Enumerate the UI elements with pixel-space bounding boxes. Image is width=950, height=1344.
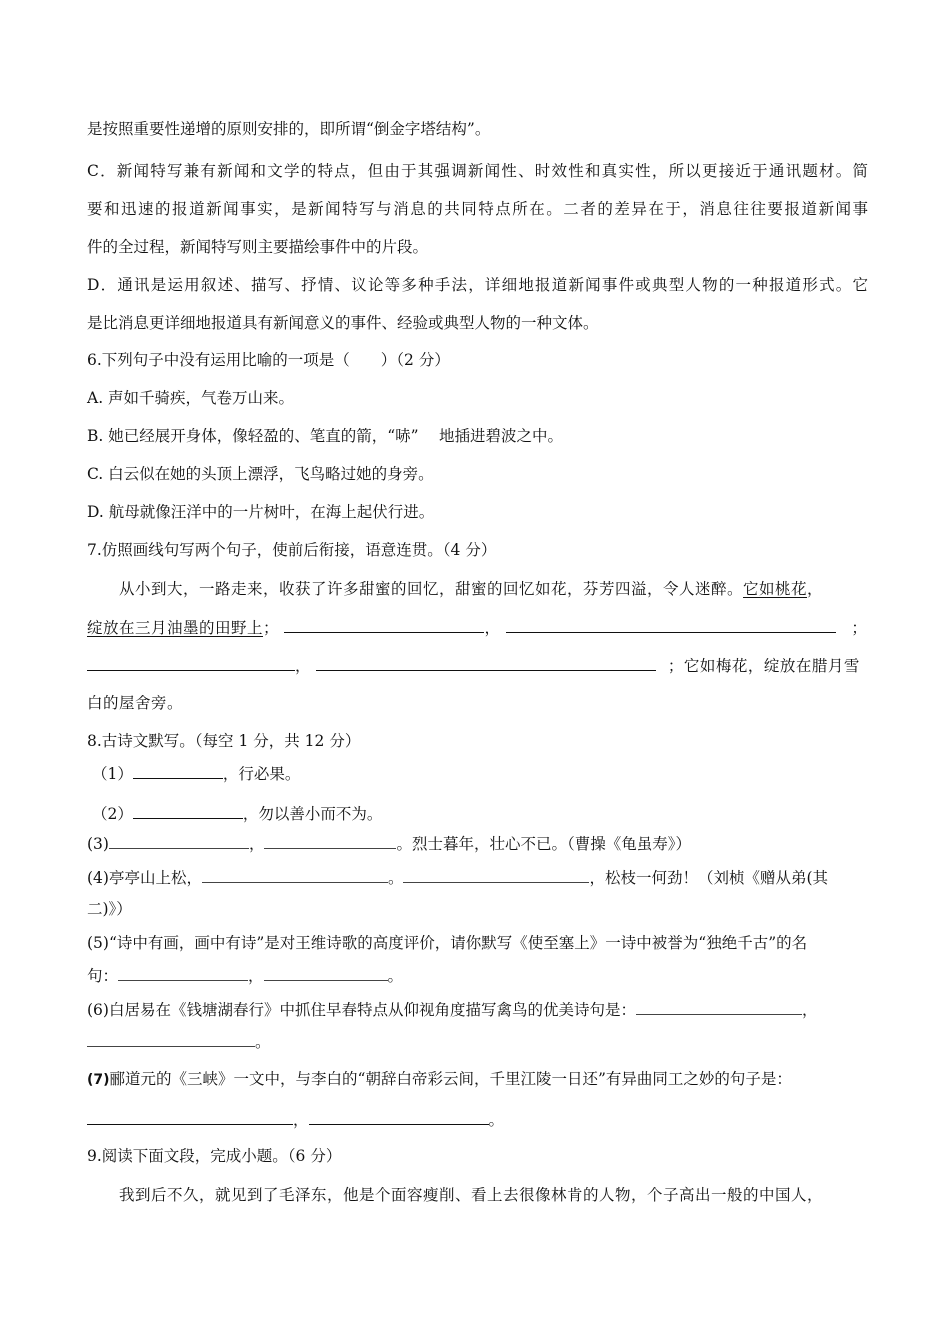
punctuation: ， — [248, 835, 265, 853]
question-8-item-5: (5)“诗中有画，画中有诗”是对王维诗歌的高度评价，请你默写《使至塞上》一诗中被誉为“独绝千古”的名 — [87, 934, 808, 952]
question-8-item-6 — [87, 998, 868, 1021]
option-c-line: 要和迅速的报道新闻事实，是新闻特写与消息的共同特点所在。二者的差异在于，消息往往要报道新闻事 — [87, 200, 868, 218]
question-9-passage: 我到后不久，就见到了毛泽东，他是个面容瘦削、看上去很像林肯的人物，个子高出一般的中国人， — [119, 1186, 824, 1204]
question-7-line-4: 白的屋舍旁。 — [87, 694, 184, 712]
answer-blank[interactable] — [87, 1108, 293, 1125]
answer-blank[interactable] — [403, 866, 589, 883]
option-d-line: D．通讯是运用叙述、描写、抒情、议论等多种手法，详细地报道新闻事件或典型人物的一种报道形式。它 — [87, 276, 868, 294]
question-8-item-2 — [92, 802, 868, 825]
question-7-underlined-phrase: 绽放在三月油墨的田野上 — [87, 619, 264, 637]
question-7-line-1 — [119, 578, 868, 600]
answer-blank[interactable] — [133, 802, 243, 819]
item-label: (4)亭亭山上松， — [87, 869, 202, 887]
item-text: ，松枝一何劲！（刘桢《赠从弟(其 — [589, 869, 829, 887]
question-8-item-4 — [87, 866, 868, 889]
question-8-item-7-answer — [87, 1108, 868, 1131]
punctuation: ， — [807, 580, 824, 598]
question-8-stem: 8.古诗文默写。（每空 1 分，共 12 分） — [87, 732, 361, 750]
question-6-option-b: B. 她已经展开身体，像轻盈的、笔直的箭，“哧” 地插进碧波之中。 — [87, 427, 564, 445]
question-9-stem: 9.阅读下面文段，完成小题。（6 分） — [87, 1147, 342, 1165]
answer-blank[interactable] — [118, 964, 248, 981]
answer-blank[interactable] — [316, 654, 656, 671]
question-7-text: ；它如梅花，绽放在腊月雪 — [667, 657, 860, 675]
punctuation: ， — [484, 619, 501, 637]
question-6-stem: 6.下列句子中没有运用比喻的一项是（ ）（2 分） — [87, 351, 450, 369]
item-text: 郦道元的《三峡》一文中，与李白的“朝辞白帝彩云间，千里江陵一日还”有异曲同工之妙的句子是： — [109, 1070, 792, 1088]
question-6-option-c: C. 白云似在她的头顶上漂浮，飞鸟略过她的身旁。 — [87, 465, 434, 483]
answer-blank[interactable] — [264, 832, 396, 849]
question-8-item-6-cont — [87, 1030, 868, 1053]
item-text: ，勿以善小而不为。 — [242, 805, 383, 823]
punctuation: ， — [801, 1001, 818, 1019]
question-8-item-7 — [87, 1068, 868, 1091]
question-8-item-4-cont: 二)》） — [87, 900, 132, 918]
punctuation: 。 — [488, 1111, 505, 1129]
item-text: (6)白居易在《钱塘湖春行》中抓住早春特点从仰视角度描写禽鸟的优美诗句是： — [87, 1001, 636, 1019]
item-label: (3) — [87, 835, 109, 853]
answer-blank[interactable] — [284, 616, 484, 633]
item-text: 。烈士暮年，壮心不已。（曹操《龟虽寿》） — [396, 835, 691, 853]
question-8-item-3 — [87, 832, 868, 855]
answer-blank[interactable] — [133, 762, 223, 779]
answer-blank[interactable] — [264, 964, 388, 981]
item-label: （1） — [92, 765, 133, 783]
paragraph-line: 是按照重要性递增的原则安排的，即所谓“倒金字塔结构”。 — [87, 120, 491, 138]
answer-blank[interactable] — [109, 832, 249, 849]
punctuation: 。 — [387, 967, 404, 985]
punctuation: 。 — [387, 869, 404, 887]
punctuation: ， — [293, 1111, 309, 1129]
question-7-line-3 — [87, 654, 868, 677]
question-7-underlined-phrase: 它如桃花 — [743, 580, 808, 598]
item-label: 句： — [87, 967, 119, 985]
answer-blank[interactable] — [506, 616, 836, 633]
answer-blank[interactable] — [636, 998, 802, 1015]
punctuation: ， — [248, 967, 264, 985]
question-8-item-1 — [92, 762, 868, 785]
answer-blank[interactable] — [87, 654, 295, 671]
answer-blank[interactable] — [202, 866, 388, 883]
question-7-line-2 — [87, 616, 868, 639]
question-8-item-5-answer — [87, 964, 868, 987]
punctuation: ； — [263, 619, 280, 637]
item-text: ，行必果。 — [222, 765, 301, 783]
option-c-line: C．新闻特写兼有新闻和文学的特点，但由于其强调新闻性、时效性和真实性，所以更接近于通讯题材。简 — [87, 162, 868, 180]
question-6-option-d: D. 航母就像汪洋中的一片树叶，在海上起伏行进。 — [87, 503, 435, 521]
option-d-line: 是比消息更详细地报道具有新闻意义的事件、经验或典型人物的一种文体。 — [87, 314, 599, 332]
question-7-stem: 7.仿照画线句写两个句子，使前后衔接，语意连贯。（4 分） — [87, 541, 497, 559]
question-7-text: 从小到大，一路走来，收获了许多甜蜜的回忆，甜蜜的回忆如花，芬芳四溢，令人迷醉。 — [119, 580, 744, 598]
answer-blank[interactable] — [309, 1108, 489, 1125]
punctuation: 。 — [255, 1033, 271, 1051]
punctuation: ， — [295, 657, 312, 675]
punctuation: ； — [851, 619, 868, 637]
answer-blank[interactable] — [87, 1030, 255, 1047]
item-label: （2） — [92, 805, 133, 823]
question-6-option-a: A. 声如千骑疾，气卷万山来。 — [87, 389, 295, 407]
option-c-line: 件的全过程，新闻特写则主要描绘事件中的片段。 — [87, 238, 429, 256]
item-label: (7) — [87, 1072, 110, 1088]
